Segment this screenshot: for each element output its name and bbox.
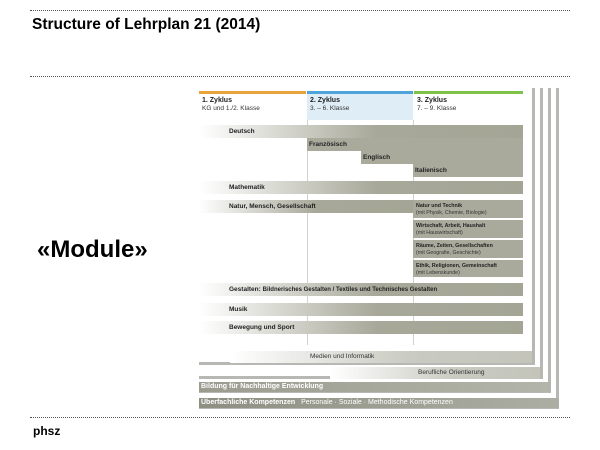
module-medien bbox=[230, 351, 532, 363]
module-label: «Module» bbox=[37, 236, 148, 263]
subject-englisch bbox=[361, 151, 523, 164]
cycle-2-header bbox=[307, 91, 413, 120]
cycle-3-name: 3. Zyklus bbox=[417, 97, 447, 104]
ueberfachlich-label: Überfachliche Kompetenzen bbox=[201, 399, 296, 406]
cycle-1-header bbox=[199, 91, 306, 120]
subject-musik-label: Musik bbox=[229, 306, 248, 313]
module-beruf bbox=[330, 367, 540, 379]
subject-franzoesisch-label: Französisch bbox=[309, 141, 347, 148]
cycle-1-name: 1. Zyklus bbox=[202, 97, 232, 104]
cycle-3-header bbox=[414, 91, 523, 120]
nmg-sub-rzg bbox=[413, 240, 523, 258]
nmg-sub-4-sub: (mit Lebenskunde) bbox=[416, 270, 460, 276]
subject-gestalten bbox=[199, 283, 523, 296]
footer-divider bbox=[30, 417, 570, 418]
module-medien-label: Medien und Informatik bbox=[310, 353, 375, 360]
cycle-3-grades: 7. – 9. Klasse bbox=[417, 105, 457, 112]
cycle-2-name: 2. Zyklus bbox=[310, 97, 340, 104]
slide-title: Structure of Lehrplan 21 (2014) bbox=[32, 16, 261, 33]
nmg-sub-1-sub: (mit Physik, Chemie, Biologie) bbox=[416, 210, 487, 216]
nmg-sub-natur-technik bbox=[413, 200, 523, 218]
nmg-sub-3-sub: (mit Geografie, Geschichte) bbox=[416, 250, 481, 256]
bne-bar bbox=[199, 382, 551, 392]
subject-deutsch bbox=[199, 125, 523, 138]
bne-label: Bildung für Nachhaltige Entwicklung bbox=[201, 383, 324, 390]
subject-gestalten-label: Gestalten: bbox=[229, 286, 261, 293]
nmg-sub-2-title: Wirtschaft, Arbeit, Haushalt bbox=[416, 223, 486, 229]
ueberfachlich-sub: Personale · Soziale · Methodische Kompetenzen bbox=[301, 399, 453, 406]
module-beruf-label: Berufliche Orientierung bbox=[418, 369, 485, 376]
subject-bewegung bbox=[199, 321, 523, 334]
nmg-sub-3-title: Räume, Zeiten, Gesellschaften bbox=[416, 243, 493, 249]
subject-bewegung-label: Bewegung und Sport bbox=[229, 324, 295, 331]
subject-italienisch-label: Italienisch bbox=[415, 167, 447, 174]
nmg-sub-1-title: Natur und Technik bbox=[416, 203, 463, 209]
subject-nmg bbox=[199, 200, 413, 213]
nmg-sub-4-title: Ethik, Religionen, Gemeinschaft bbox=[416, 263, 497, 269]
top-divider bbox=[30, 10, 570, 11]
nmg-sub-2-sub: (mit Hauswirtschaft) bbox=[416, 230, 463, 236]
subject-mathematik-label: Mathematik bbox=[229, 184, 265, 191]
subject-italienisch bbox=[413, 164, 523, 177]
subject-franzoesisch bbox=[307, 138, 523, 151]
subject-deutsch-label: Deutsch bbox=[229, 128, 255, 135]
subject-musik bbox=[199, 303, 523, 316]
cycle-1-color bbox=[199, 91, 306, 94]
subject-nmg-label: Natur, Mensch, Gesellschaft bbox=[229, 203, 316, 210]
subject-mathematik bbox=[199, 181, 523, 194]
ueberfachlich-bar bbox=[199, 398, 559, 408]
subject-englisch-label: Englisch bbox=[363, 154, 391, 161]
nmg-sub-erg bbox=[413, 260, 523, 277]
title-divider bbox=[30, 76, 570, 77]
subject-gestalten-sub: Bildnerisches Gestalten / Textiles und Technisches Gestalten bbox=[262, 287, 438, 293]
cycle-2-grades: 3. – 6. Klasse bbox=[310, 105, 350, 112]
nmg-sub-wah bbox=[413, 220, 523, 238]
footer-label: phsz bbox=[33, 424, 61, 438]
cycle-3-color bbox=[414, 91, 523, 94]
cycle-2-color bbox=[307, 91, 413, 94]
cycle-1-grades: KG und 1./2. Klasse bbox=[202, 105, 260, 112]
